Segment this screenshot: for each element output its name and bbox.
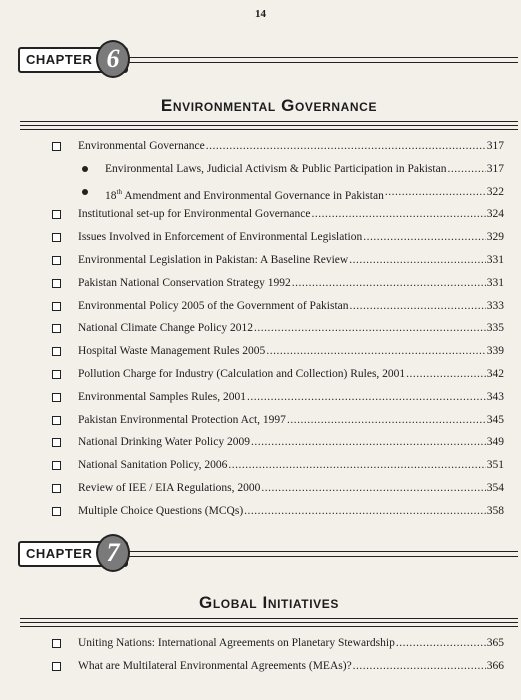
toc-entry-line bbox=[78, 363, 504, 385]
toc-page-number: 339 bbox=[486, 345, 504, 358]
title-rule bbox=[20, 121, 518, 122]
toc-entry-title bbox=[78, 272, 291, 294]
toc-entry-line bbox=[78, 295, 504, 317]
title-rule bbox=[20, 618, 518, 619]
toc-entry-title bbox=[78, 454, 227, 476]
chapter-rule bbox=[118, 57, 518, 63]
checkbox-icon bbox=[52, 461, 61, 470]
toc-entry-title-text: Multiple Choice Questions (MCQs) bbox=[78, 504, 244, 517]
toc-entry-line bbox=[78, 226, 504, 248]
dot-leader bbox=[261, 477, 485, 499]
toc-entry-title bbox=[78, 477, 260, 499]
toc-entry-title bbox=[78, 431, 250, 453]
chapter-header bbox=[18, 538, 518, 568]
toc-page-number: 322 bbox=[486, 185, 504, 198]
toc-entry-title bbox=[78, 203, 311, 225]
toc-entry-title bbox=[78, 249, 348, 271]
toc-entry bbox=[40, 655, 504, 678]
toc-entry-title bbox=[78, 632, 395, 654]
toc-entry bbox=[40, 317, 504, 340]
checkbox-icon bbox=[52, 662, 61, 671]
checkbox-icon bbox=[52, 324, 61, 333]
checkbox-icon bbox=[52, 279, 61, 288]
toc-entry-title-text: Uniting Nations: International Agreements on Planetary Stewardship bbox=[78, 637, 395, 649]
toc-entry-title-text: Environmental Policy 2005 of the Government of Pakistan bbox=[78, 299, 349, 312]
chapter-number: 7 bbox=[96, 534, 130, 572]
toc-entry bbox=[40, 203, 504, 226]
toc-entry bbox=[40, 249, 504, 272]
toc-entry-title-text: National Sanitation Policy, 2006 bbox=[78, 459, 228, 472]
toc-entry-line bbox=[78, 454, 504, 476]
toc-entry-line bbox=[78, 500, 504, 522]
toc-page-number: 365 bbox=[486, 637, 504, 649]
dot-leader bbox=[206, 135, 486, 157]
toc-entry bbox=[40, 272, 504, 295]
toc-entry-title-text: Issues Involved in Enforcement of Environmental Legislation bbox=[78, 231, 363, 244]
toc-entry-title bbox=[78, 340, 265, 362]
dot-leader bbox=[349, 249, 486, 271]
toc-page-number: 343 bbox=[486, 390, 504, 403]
dot-leader bbox=[244, 500, 486, 522]
toc-entry bbox=[40, 500, 504, 523]
toc-page-number: 331 bbox=[486, 276, 504, 289]
checkbox-icon bbox=[52, 233, 61, 242]
toc-entry bbox=[40, 363, 504, 386]
toc-entry bbox=[40, 226, 504, 249]
toc-page-number: 329 bbox=[486, 231, 504, 244]
dot-leader bbox=[363, 226, 486, 248]
chapter-header bbox=[18, 44, 518, 74]
toc-entry bbox=[40, 135, 504, 158]
toc-entry-title-text: Institutional set-up for Environmental Governance bbox=[78, 208, 311, 221]
toc-page-number: 342 bbox=[486, 367, 504, 380]
toc-entry-title-text: Environmental Samples Rules, 2001 bbox=[78, 390, 247, 403]
toc-entry-title-text: Environmental Legislation in Pakistan: A Baseline Review bbox=[78, 253, 349, 266]
toc-entry-title-rest: Amendment and Environmental Governance in Pakistan bbox=[121, 189, 384, 202]
toc-entry-title bbox=[78, 135, 205, 157]
toc-entry bbox=[40, 386, 504, 409]
toc-page-number: 354 bbox=[486, 481, 504, 494]
toc-entry-line bbox=[78, 249, 504, 271]
checkbox-icon bbox=[52, 438, 61, 447]
toc-entry-line bbox=[78, 431, 504, 453]
dot-leader bbox=[396, 632, 486, 654]
checkbox-icon bbox=[52, 507, 61, 516]
toc-entry-line bbox=[78, 409, 504, 431]
checkbox-icon bbox=[52, 347, 61, 356]
toc-entry-title bbox=[105, 158, 446, 180]
toc-page-number: 345 bbox=[486, 413, 504, 426]
toc-page-number: 366 bbox=[486, 659, 504, 672]
title-rule-double bbox=[20, 125, 518, 130]
toc-subentry bbox=[40, 158, 504, 181]
toc-entry-line bbox=[78, 655, 504, 677]
toc-entry-line bbox=[78, 135, 504, 157]
toc-entry-title bbox=[78, 226, 362, 248]
toc-entry bbox=[40, 295, 504, 318]
toc-entry-title bbox=[78, 655, 352, 677]
toc-entry-title-text: National Drinking Water Policy 2009 bbox=[78, 436, 250, 449]
toc-page-number: 317 bbox=[486, 162, 504, 175]
dot-leader bbox=[447, 158, 485, 180]
toc-list bbox=[40, 632, 504, 678]
toc-page-number: 333 bbox=[486, 299, 504, 312]
dot-leader bbox=[228, 454, 485, 476]
toc-entry-title-text: Pakistan National Conservation Strategy 1992 bbox=[78, 276, 291, 289]
toc-entry-line bbox=[78, 477, 504, 499]
toc-entry-title bbox=[78, 295, 349, 317]
toc-entry-line bbox=[78, 340, 504, 362]
toc-entry-title bbox=[78, 363, 405, 385]
toc-entry-title-text: National Climate Change Policy 2012 bbox=[78, 322, 254, 335]
dot-leader bbox=[350, 295, 486, 317]
toc-entry-title-text: What are Multilateral Environmental Agreements (MEAs)? bbox=[78, 659, 352, 672]
toc-page-number: 358 bbox=[486, 504, 504, 517]
toc-entry bbox=[40, 340, 504, 363]
dot-leader bbox=[292, 272, 486, 294]
toc-entry-title bbox=[78, 500, 243, 522]
page-number: 14 bbox=[255, 8, 266, 20]
dot-leader bbox=[353, 655, 486, 677]
toc-entry bbox=[40, 409, 504, 432]
toc-entry-title-text: Environmental Governance bbox=[78, 140, 205, 152]
toc-entry-line bbox=[78, 317, 504, 339]
chapter-title: Global Initiatives bbox=[199, 593, 339, 612]
chapter-number: 6 bbox=[96, 40, 130, 78]
toc-entry-title-text: Hospital Waste Management Rules 2005 bbox=[78, 345, 266, 358]
toc-page-number: 324 bbox=[486, 208, 504, 221]
toc-entry-line bbox=[78, 272, 504, 294]
toc-entry-line bbox=[78, 386, 504, 408]
toc-entry-title-text: Pollution Charge for Industry (Calculation and Collection) Rules, 2001 bbox=[78, 367, 406, 380]
toc-entry-title bbox=[78, 409, 286, 431]
dot-leader bbox=[312, 203, 486, 225]
toc-entry-title-sup: th bbox=[116, 187, 122, 196]
checkbox-icon bbox=[52, 370, 61, 379]
toc-entry-title-text: Review of IEE / EIA Regulations, 2000 bbox=[78, 481, 261, 494]
toc-entry-title-text: Pakistan Environmental Protection Act, 1997 bbox=[78, 413, 286, 426]
toc-entry-title-text: 18 bbox=[105, 189, 117, 202]
toc-page-number: 331 bbox=[486, 253, 504, 266]
checkbox-icon bbox=[52, 142, 61, 151]
chapter-badge: CHAPTER bbox=[18, 541, 128, 567]
toc-list bbox=[40, 135, 504, 523]
toc-page-number: 317 bbox=[486, 140, 504, 152]
toc-entry bbox=[40, 477, 504, 500]
toc-entry-title bbox=[78, 386, 246, 408]
toc-entry-line bbox=[78, 632, 504, 654]
toc-entry-line bbox=[78, 203, 504, 225]
checkbox-icon bbox=[52, 302, 61, 311]
chapter-badge: CHAPTER bbox=[18, 47, 128, 73]
toc-entry bbox=[40, 632, 504, 655]
toc-entry-title bbox=[78, 317, 253, 339]
title-rule-double bbox=[20, 622, 518, 627]
toc-entry bbox=[40, 454, 504, 477]
checkbox-icon bbox=[52, 210, 61, 219]
dot-leader bbox=[251, 431, 486, 453]
toc-page-number: 335 bbox=[486, 322, 504, 335]
toc-subentry bbox=[40, 181, 504, 204]
checkbox-icon bbox=[52, 484, 61, 493]
bullet-icon bbox=[82, 189, 88, 195]
toc-entry-line bbox=[105, 158, 504, 180]
chapter-rule bbox=[118, 551, 518, 557]
checkbox-icon bbox=[52, 256, 61, 265]
dot-leader bbox=[247, 386, 486, 408]
checkbox-icon bbox=[52, 639, 61, 648]
toc-page-number: 349 bbox=[486, 436, 504, 449]
dot-leader bbox=[406, 363, 486, 385]
dot-leader bbox=[287, 409, 486, 431]
checkbox-icon bbox=[52, 393, 61, 402]
checkbox-icon bbox=[52, 416, 61, 425]
bullet-icon bbox=[82, 166, 88, 172]
toc-entry bbox=[40, 431, 504, 454]
toc-entry-title-text: Environmental Laws, Judicial Activism & Public Participation in Pakistan bbox=[105, 162, 447, 175]
dot-leader bbox=[266, 340, 485, 362]
chapter-title: Environmental Governance bbox=[160, 96, 378, 115]
dot-leader bbox=[254, 317, 486, 339]
toc-page-number: 351 bbox=[486, 459, 504, 472]
